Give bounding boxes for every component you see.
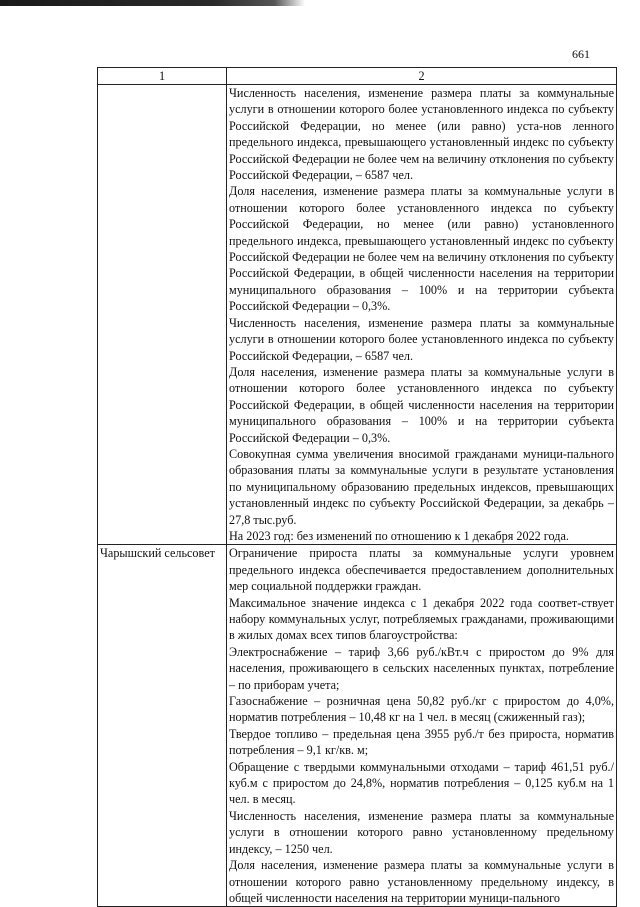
- paragraph: Доля населения, изменение размера платы за коммунальные услуги в отношении которого равно установленному предельному индексу, в общей численности населения на территории муници-пального: [229, 858, 614, 905]
- paragraph: Численность населения, изменение размера платы за коммунальные услуги в отношении которого более установленного индекса по субъекту Российской Федерации, но менее (или равно) уста-нов ленного предельного индекса, превышающего установленный индекс по субъекту Российской Федерации не более чем на величину отклонения по субъекту Российской Федерации, – 6587 чел.: [229, 86, 614, 183]
- paragraph: Обращение с твердыми коммунальными отходами – тариф 461,51 руб./куб.м с приростом до 24,8%, норматив потребления – 0,125 куб.м на 1 чел. в месяц.: [229, 759, 614, 807]
- paragraph: Доля населения, изменение размера платы за коммунальные услуги в отношении которого более установленного индекса по субъекту Российской Федерации, в общей численности населения на территории муниципального образования – 100% и на территории субъекта Российской Федерации – 0,3%.: [229, 364, 614, 445]
- column-header-1: 1: [98, 68, 227, 85]
- paragraph: Газоснабжение – розничная цена 50,82 руб./кг с приростом до 4,0%, норматив потребления – 10,48 кг на 1 чел. в месяц (сжиженный газ);: [229, 694, 614, 725]
- paragraph: На 2023 год: без изменений по отношению к 1 декабря 2022 года.: [229, 528, 569, 543]
- municipality-name: Чарышский сельсовет: [98, 545, 227, 907]
- paragraph: Совокупная сумма увеличения вносимой гражданами муници-пального образования платы за коммунальные услуги в результате установления по муниципальному образованию предельных индексов, превышающих установленный индекс по субъекту Российской Федерации, за декабрь – 27,8 тыс.руб.: [229, 446, 614, 527]
- municipality-name: [98, 85, 227, 545]
- table-header-row: [98, 68, 617, 85]
- paragraph: Электроснабжение – тариф 3,66 руб./кВт.ч с приростом до 9% для населения, проживающего в сельских населенных пунктах, потребление – по приборам учета;: [229, 644, 614, 692]
- page-number: 661: [572, 47, 590, 61]
- column-header-2: 2: [227, 68, 617, 85]
- paragraph: Твердое топливо – предельная цена 3955 руб./т без прироста, норматив потребления – 9,1 кг/кв. м;: [229, 726, 614, 758]
- table-row: [98, 85, 617, 545]
- paragraph: Численность населения, изменение размера платы за коммунальные услуги в отношении которого более установленного индекса по субъекту Российской Федерации, – 6587 чел.: [229, 315, 614, 363]
- paragraph: Численность населения, изменение размера платы за коммунальные услуги в отношении которого равно установленному предельному индексу, – 1250 чел.: [229, 808, 614, 856]
- table-row: [98, 545, 617, 907]
- row-content: [227, 545, 617, 907]
- paragraph: Доля населения, изменение размера платы за коммунальные услуги в отношении которого более установленного индекса по субъекту Российской Федерации, но менее (или равно) установленного предельного индекса, превышающего установленный индекс по субъекту Российской Федерации не более чем на величину отклонения по субъекту Российской Федерации, в общей численности населения на территории муниципального образования – 100% и на территории субъекта Российской Федерации – 0,3%.: [229, 184, 614, 314]
- paragraph: Ограничение прироста платы за коммунальные услуги уровнем предельного индекса обеспечивается предоставлением дополнительных мер социальной поддержки граждан.: [229, 546, 614, 594]
- paragraph: Максимальное значение индекса с 1 декабря 2022 года соответ-ствует набору коммунальных услуг, потребляемых гражданами, проживающими в жилых домах всех типов благоустройства:: [229, 595, 614, 643]
- row-content: [227, 85, 617, 545]
- scan-edge-artifact: [0, 0, 305, 6]
- document-table: [97, 67, 617, 907]
